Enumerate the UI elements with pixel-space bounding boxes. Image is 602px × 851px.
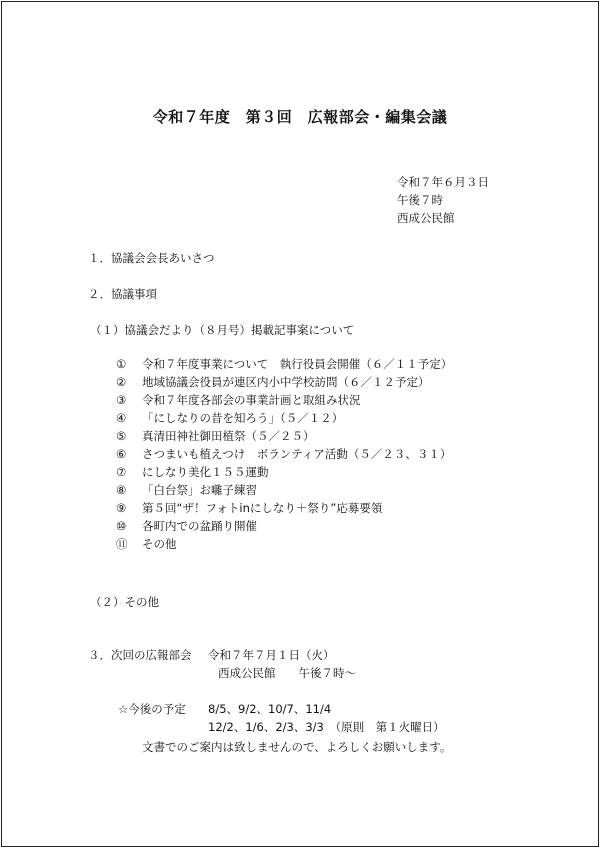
item-text: 真清田神社御田植祭（５／２５） <box>142 429 315 443</box>
list-item <box>116 482 257 498</box>
schedule-line-1: 8/5、9/2、10/7、11/4 <box>208 702 332 716</box>
item-text: 第５回“ザ！フォトinにしなり＋祭り”応募要領 <box>142 501 383 515</box>
item-number: ⑤ <box>116 429 127 443</box>
list-item <box>116 392 361 408</box>
item-number: ① <box>116 357 127 371</box>
item-text: その他 <box>142 537 177 551</box>
list-item <box>116 446 451 462</box>
subsection-2-heading: （２）その他 <box>90 595 159 609</box>
meeting-place: 西成公民館 <box>397 211 455 225</box>
item-number: ⑥ <box>116 447 127 461</box>
item-number: ⑨ <box>116 501 127 515</box>
item-text: 令和７年度事業について 執行役員会開催（６／１１予定） <box>142 357 453 371</box>
list-item <box>116 518 257 534</box>
item-number: ③ <box>116 393 127 407</box>
section-3-heading: ３．次回の広報部会 <box>88 648 192 662</box>
item-text: 令和７年度各部会の事業計画と取組み状況 <box>142 393 361 407</box>
section-2-heading: ２．協議事項 <box>88 287 157 301</box>
list-item <box>116 410 343 426</box>
schedule-line-2: 12/2、1/6、2/3、3/3 （原則 第１火曜日） <box>208 720 445 734</box>
list-item <box>116 500 382 516</box>
document-title: 令和７年度 第３回 広報部会・編集会議 <box>152 108 448 126</box>
closing-note: 文書でのご案内は致しませんので、よろしくお願いします。 <box>142 740 452 754</box>
document-page <box>1 1 599 847</box>
item-number: ⑦ <box>116 465 127 479</box>
section-1-greeting: １．協議会会長あいさつ <box>88 251 215 265</box>
list-item <box>116 464 269 480</box>
item-text: 「にしなりの昔を知ろう」（５／１２） <box>142 411 344 425</box>
list-item <box>116 428 315 444</box>
list-item <box>116 374 430 390</box>
meeting-date: 令和７年６月３日 <box>397 175 489 189</box>
item-text: にしなり美化１５５運動 <box>142 465 269 479</box>
item-text: 「白台祭」お囃子練習 <box>142 483 257 497</box>
meeting-time: 午後７時 <box>397 193 443 207</box>
schedule-label: ☆今後の予定 <box>118 702 186 716</box>
next-meeting-place-time: 西成公民館 午後７時～ <box>218 666 356 680</box>
next-meeting-date: 令和７年７月１日（火） <box>208 648 335 662</box>
list-item <box>116 356 452 372</box>
subsection-1-heading: （１）協議会だより（８月号）掲載記事案について <box>90 323 355 337</box>
list-item <box>116 536 177 552</box>
item-text: 地域協議会役員が連区内小中学校訪問（６／１２予定） <box>142 375 430 389</box>
item-text: さつまいも植えつけ ボランティア活動（５／２３、３１） <box>142 447 452 461</box>
item-number: ⑧ <box>116 483 127 497</box>
item-number: ⑩ <box>116 519 127 533</box>
item-text: 各町内での盆踊り開催 <box>142 519 257 533</box>
item-number: ② <box>116 375 127 389</box>
item-number: ④ <box>116 411 127 425</box>
item-number: ⑪ <box>116 537 128 551</box>
